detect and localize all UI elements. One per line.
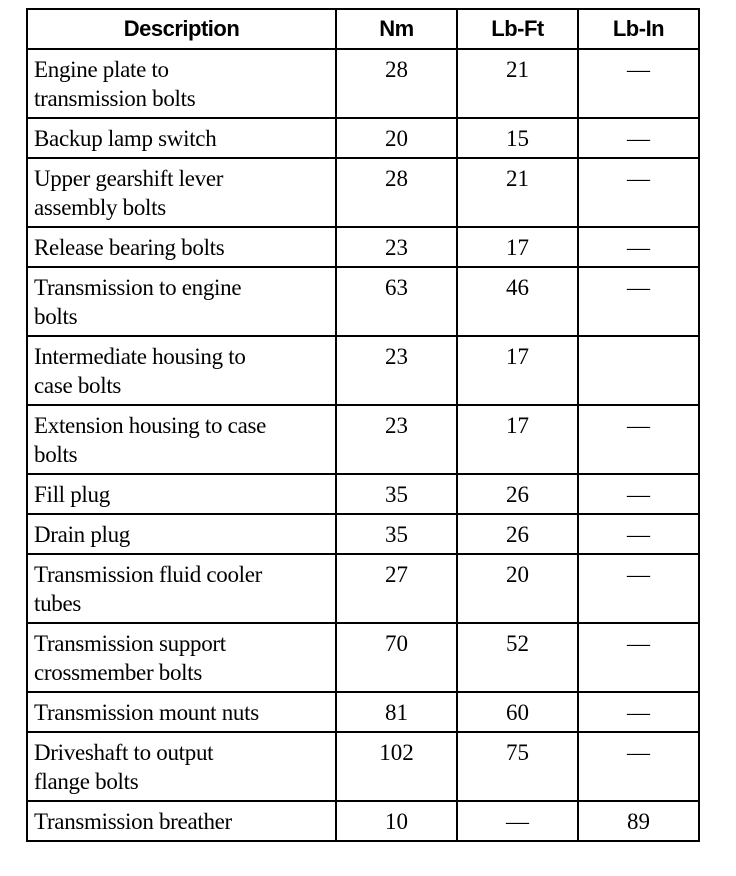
lbin-cell: — [578, 158, 699, 227]
lbft-cell: 17 [457, 336, 578, 405]
header-lbin: Lb-In [578, 9, 699, 49]
header-row [27, 9, 699, 49]
table-body [27, 49, 699, 841]
description-line: tubes [34, 591, 82, 616]
description-cell [27, 623, 336, 692]
lbin-cell: 89 [578, 801, 699, 841]
lbin-cell: — [578, 405, 699, 474]
description-cell [27, 49, 336, 118]
table-row [27, 732, 699, 801]
lbin-cell: — [578, 118, 699, 158]
table-row [27, 118, 699, 158]
nm-cell: 35 [336, 514, 457, 554]
lbin-cell: — [578, 732, 699, 801]
nm-cell: 10 [336, 801, 457, 841]
description-cell [27, 405, 336, 474]
description-cell [27, 158, 336, 227]
lbft-cell: 15 [457, 118, 578, 158]
description-cell [27, 474, 336, 514]
description-cell [27, 227, 336, 267]
lbin-cell: — [578, 514, 699, 554]
nm-cell: 23 [336, 227, 457, 267]
nm-cell: 20 [336, 118, 457, 158]
description-line: Extension housing to case [34, 413, 267, 438]
lbft-cell: — [457, 801, 578, 841]
nm-cell: 23 [336, 336, 457, 405]
description-line: Fill plug [34, 482, 110, 507]
header-lbft: Lb-Ft [457, 9, 578, 49]
table-row [27, 514, 699, 554]
table-row [27, 405, 699, 474]
lbin-cell: — [578, 554, 699, 623]
description-line: Transmission mount nuts [34, 700, 259, 725]
description-line: Transmission to engine [34, 275, 242, 300]
lbft-cell: 60 [457, 692, 578, 732]
table-row [27, 554, 699, 623]
lbin-cell: — [578, 692, 699, 732]
table-row [27, 227, 699, 267]
table-row [27, 623, 699, 692]
nm-cell: 28 [336, 49, 457, 118]
table-row [27, 49, 699, 118]
nm-cell: 63 [336, 267, 457, 336]
torque-spec-table [26, 8, 700, 842]
lbin-cell: — [578, 227, 699, 267]
lbin-cell: — [578, 474, 699, 514]
lbft-cell: 21 [457, 158, 578, 227]
table-row [27, 801, 699, 841]
description-line: Transmission breather [34, 809, 232, 834]
description-cell [27, 732, 336, 801]
description-cell [27, 554, 336, 623]
description-line: bolts [34, 304, 78, 329]
description-line: bolts [34, 442, 78, 467]
description-line: Upper gearshift lever [34, 166, 224, 191]
nm-cell: 27 [336, 554, 457, 623]
table-row [27, 474, 699, 514]
table-row [27, 692, 699, 732]
description-line: Backup lamp switch [34, 126, 217, 151]
header-nm: Nm [336, 9, 457, 49]
nm-cell: 35 [336, 474, 457, 514]
description-cell [27, 336, 336, 405]
description-cell [27, 514, 336, 554]
description-line: flange bolts [34, 769, 139, 794]
table-row [27, 267, 699, 336]
description-cell [27, 692, 336, 732]
nm-cell: 28 [336, 158, 457, 227]
table-row [27, 336, 699, 405]
lbft-cell: 20 [457, 554, 578, 623]
lbin-cell [578, 336, 699, 405]
description-cell [27, 118, 336, 158]
description-line: Intermediate housing to [34, 344, 246, 369]
lbft-cell: 17 [457, 405, 578, 474]
lbft-cell: 17 [457, 227, 578, 267]
lbin-cell: — [578, 49, 699, 118]
description-cell [27, 801, 336, 841]
description-line: Release bearing bolts [34, 235, 225, 260]
lbft-cell: 21 [457, 49, 578, 118]
description-line: Transmission support [34, 631, 226, 656]
nm-cell: 70 [336, 623, 457, 692]
description-line: assembly bolts [34, 195, 166, 220]
lbft-cell: 75 [457, 732, 578, 801]
lbft-cell: 26 [457, 474, 578, 514]
nm-cell: 102 [336, 732, 457, 801]
lbin-cell: — [578, 267, 699, 336]
lbft-cell: 46 [457, 267, 578, 336]
description-line: Driveshaft to output [34, 740, 214, 765]
lbft-cell: 52 [457, 623, 578, 692]
description-cell [27, 267, 336, 336]
description-line: case bolts [34, 373, 122, 398]
description-line: transmission bolts [34, 86, 196, 111]
lbin-cell: — [578, 623, 699, 692]
description-line: Transmission fluid cooler [34, 562, 263, 587]
description-line: crossmember bolts [34, 660, 203, 685]
header-description: Description [27, 9, 336, 49]
description-line: Engine plate to [34, 57, 169, 82]
nm-cell: 81 [336, 692, 457, 732]
description-line: Drain plug [34, 522, 131, 547]
table-row [27, 158, 699, 227]
lbft-cell: 26 [457, 514, 578, 554]
nm-cell: 23 [336, 405, 457, 474]
